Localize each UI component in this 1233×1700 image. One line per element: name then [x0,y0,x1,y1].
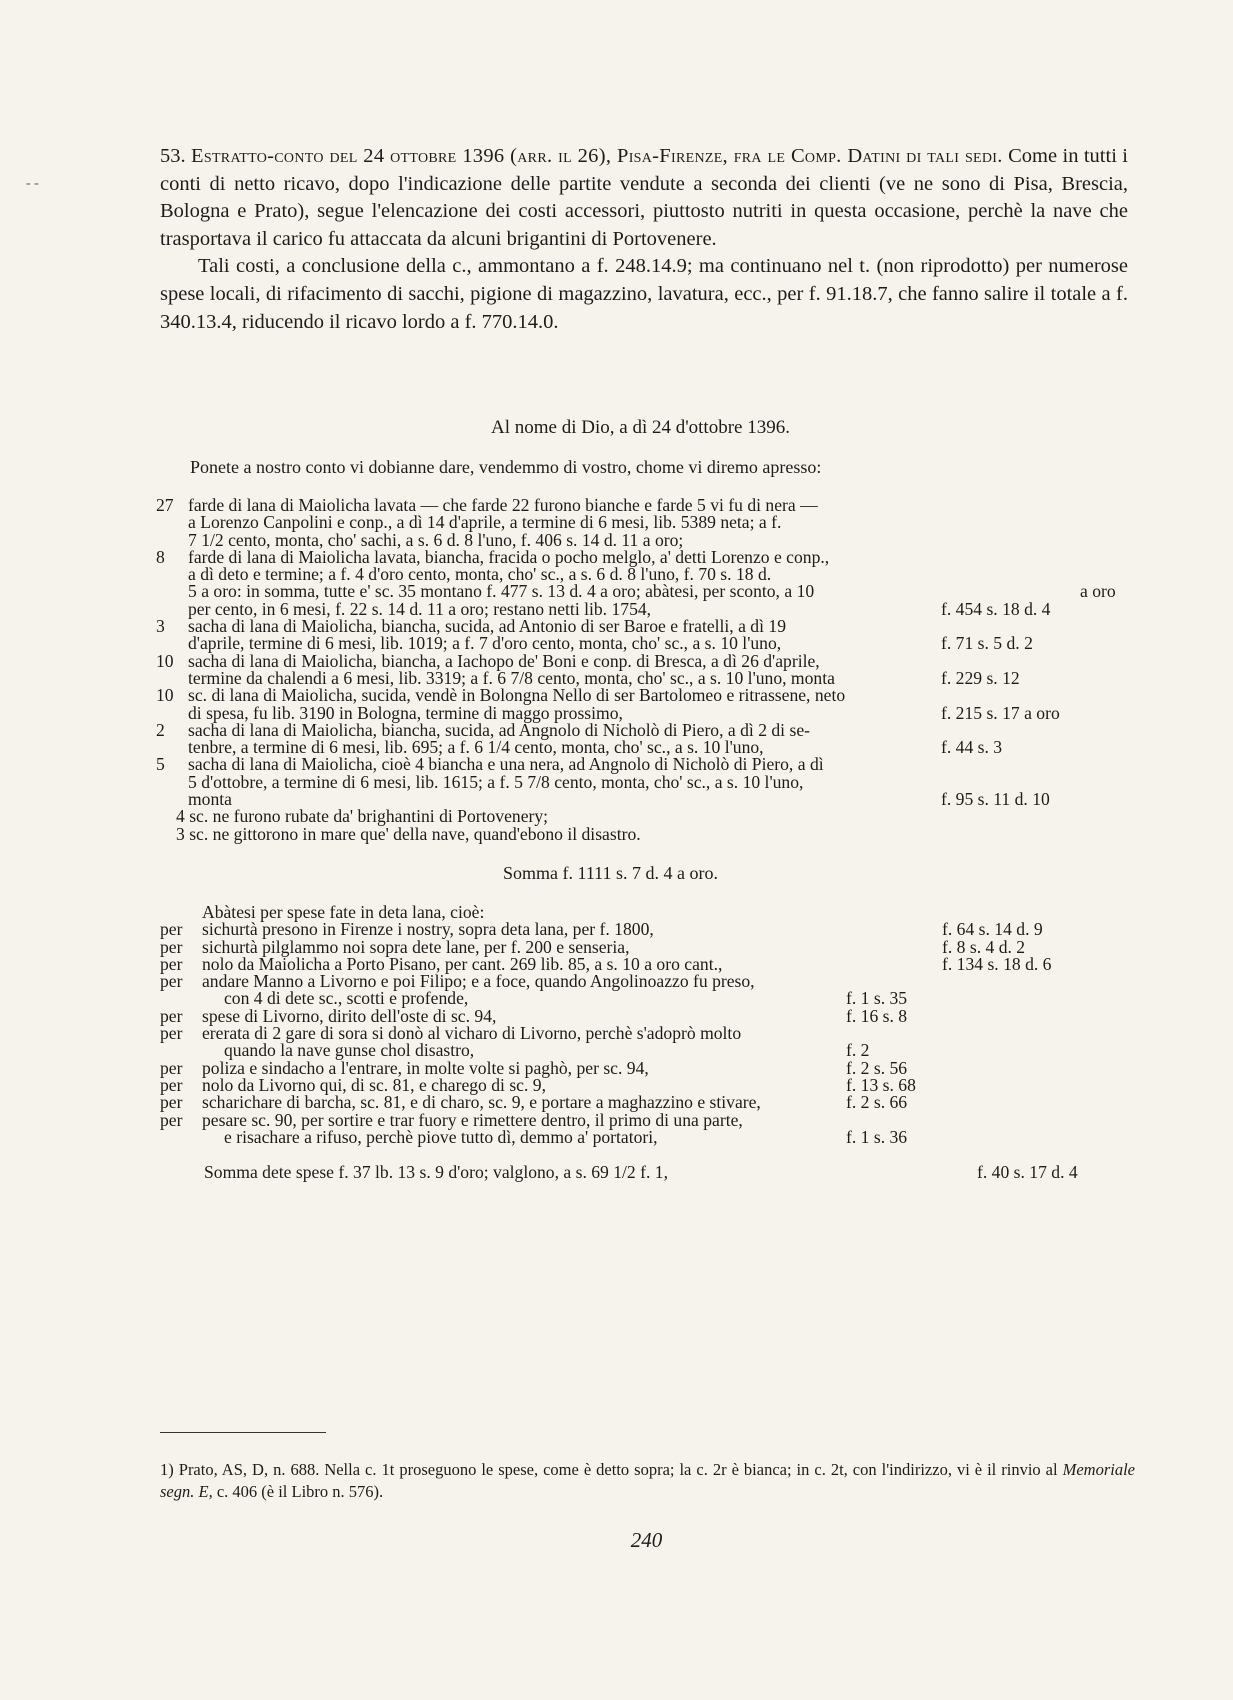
sale-description [188,618,1136,653]
expense-amount: f. 2 s. 66 [846,1092,908,1113]
expense-text: e risachare a rifuso, perchè piove tutto dì, demmo a' portatori, [224,1126,658,1147]
expense-text: scharichare di barcha, sc. 81, e di charo, sc. 9, e portare a maghazzino e stivare, [202,1092,761,1113]
document-title-text: Al nome di Dio, a dì 24 d'ottobre 1396. [491,417,790,438]
expense-text: spese di Livorno, dirito dell'oste di sc. 94, [202,1005,497,1026]
footnote-rule [160,1432,326,1433]
expense-text: pesare sc. 90, per sortire e trar fuory e rimettere dentro, il primo di una parte, [202,1109,743,1130]
sale-line: 7 1/2 cento, monta, cho' sachi, a s. 6 d. 8 l'uno, f. 406 s. 14 d. 11 a oro; [188,529,684,550]
sale-description [188,650,1136,688]
entry-heading: Estratto-conto del 24 ottobre 1396 (arr. il 26), Pisa-Firenze, fra le Comp. Datini di tali sedi. [191,145,1003,167]
expense-prefix: per [160,953,183,974]
sale-line: sacha di lana di Maiolicha, cioè 4 biancha e una nera, ad Angnolo di Nicholò di Piero, a dì [188,754,824,775]
expense-prefix: per [160,1074,183,1095]
sale-amount: f. 71 s. 5 d. 2 [941,633,1033,654]
expense-amount: f. 1 s. 36 [846,1126,908,1147]
sale-description [188,546,1136,619]
sale-amount: f. 44 s. 3 [941,737,1003,758]
expense-text: sichurtà pilglammo noi sopra dete lane, per f. 200 e senseria, [202,936,630,957]
expense-text: ererata di 2 gare di sora si donò al vicharo di Livorno, perchè s'adoprò molto [202,1023,742,1044]
sale-amount: f. 454 s. 18 d. 4 [941,598,1051,619]
page-number [0,1528,1233,1553]
expense-amount: f. 16 s. 8 [846,1005,908,1026]
expense-row [160,1126,1140,1147]
sale-quantity: 2 [156,719,165,740]
sale-line: a dì deto e termine; a f. 4 d'oro cento, monta, cho' sc., a s. 6 d. 8 l'uno, f. 70 s. 18 d. [188,564,772,585]
expense-amount: f. 2 [846,1040,870,1061]
expense-text: con 4 di dete sc., scotti e profende, [224,988,469,1009]
sale-quantity: 10 [156,650,174,671]
expense-text: sichurtà presono in Firenze i nostry, sopra deta lana, per f. 1800, [202,919,654,940]
sale-description [188,719,1136,758]
sale-amount: f. 215 s. 17 a oro [941,702,1060,723]
expense-prefix: per [160,936,183,957]
footnote-text: Prato, AS, D, n. 688. Nella c. 1t proseguono le spese, come è detto sopra; la c. 2r è bianca; in c. 2t, con l'indirizzo, vi è il rinvio al [178,1460,1058,1479]
expense-text: poliza e sindacho a l'entrare, in molte volte si paghò, per sc. 94, [202,1057,649,1078]
expense-prefix: per [160,919,183,940]
sale-line: sacha di lana di Maiolicha, biancha, sucida, ad Antonio di ser Baroe e fratelli, a dì 19 [188,616,786,637]
sale-amount: f. 95 s. 11 d. 10 [941,789,1050,810]
expense-text: nolo da Maiolicha a Porto Pisano, per cant. 269 lib. 85, a s. 10 a oro cant., [202,953,723,974]
sale-entry [156,756,1136,808]
expense-amount: f. 13 s. 68 [846,1074,916,1095]
sale-line: sacha di lana di Maiolicha, biancha, sucida, ad Angnolo di Nicholò di Piero, a dì 2 di se- [188,719,810,740]
loss-note: 4 sc. ne furono rubate da' brighantini di Portovenery; [176,806,549,827]
sale-entry [156,687,1136,722]
sale-line: farde di lana di Maiolicha lavata — che farde 22 furono bianche e farde 5 vi fu di nera — [188,495,818,515]
sale-line: sc. di lana di Maiolicha, sucida, vendè in Bolongna Nello di ser Bartolomeo e ritrassene, neto [188,685,846,706]
sales-entries [156,497,1136,843]
sale-entry [156,650,1136,688]
expense-amount: f. 8 s. 4 d. 2 [942,936,1026,957]
sale-line: monta f. 95 s. 11 d. 10 [188,791,1136,808]
sale-line: 5 d'ottobre, a termine di 6 mesi, lib. 1615; a f. 5 7/8 cento, monta, cho' sc., a s. 10 l'uno, [188,771,804,792]
page-number-text: 240 [630,1528,663,1552]
sale-line: a Lorenzo Canpolini e conp., a dì 14 d'aprile, a termine di 6 mesi, lib. 5389 neta; a f. [188,512,782,533]
expenses-list [160,921,1140,1146]
sale-line: per cento, in 6 mesi, f. 22 s. 14 d. 11 a oro; restano netti lib. 1754, f. 454 s. 18 d. 4 [188,601,1136,618]
expenses-total-text: Somma dete spese f. 37 lb. 13 s. 9 d'oro; valglono, a s. 69 1/2 f. 1, [204,1162,668,1183]
sale-line: farde di lana di Maiolicha lavata, biancha, fracida o pocho melglo, a' detti Lorenzo e conp., [188,546,830,567]
expenses-total-amount: f. 40 s. 17 d. 4 [977,1162,1078,1183]
intro-section [160,143,1128,336]
expense-amount: f. 134 s. 18 d. 6 [942,953,1052,974]
sale-line: d'aprile, termine di 6 mesi, lib. 1019; a f. 7 d'oro cento, monta, cho' sc., a s. 10 l'uno, f. 71 s. 5 d. 2 [188,635,1136,652]
expenses-section [160,904,1140,1181]
footnote [160,1459,1135,1503]
expenses-intro: Abàtesi per spese fate in deta lana, cioè: [202,902,485,922]
expense-prefix: per [160,1023,183,1044]
sale-quantity: 8 [156,546,165,567]
document-title [0,417,1233,439]
intro-body: Come in tutti i conti di netto ricavo, dopo l'indicazione delle partite vendute a seconda dei clienti (ve ne sono di Pisa, Brescia, Bologna e Prato), segue l'elencazione dei costi accessori, piuttosto nutriti in questa occasione, perchè la nave che trasportava il carico fu attaccata da alcuni brigantini di Portovenere. [160,145,1128,250]
sale-line: tenbre, a termine di 6 mesi, lib. 695; a f. 6 1/4 cento, monta, cho' sc., a s. 10 l'uno, f. 44 s. 3 [188,739,1136,756]
expenses-total-row [160,1164,1140,1181]
expense-text: nolo da Livorno qui, di sc. 81, e charego di sc. 9, [202,1074,546,1095]
sale-description [188,687,1136,722]
expense-prefix: per [160,1092,183,1113]
loss-note: 3 sc. ne gittorono in mare que' della nave, quand'ebono il disastro. [176,823,641,844]
sale-line: termine da chalendi a 6 mesi, lib. 3319; a f. 6 7/8 cento, monta, cho' sc., a s. 10 l'uno, monta f. 229 s. 12 [188,670,1136,687]
sale-entry [156,618,1136,653]
expense-prefix: per [160,1005,183,1026]
sale-line: 5 a oro: in somma, tutte e' sc. 35 montano f. 477 s. 13 d. 4 a oro; abàtesi, per sconto, a 10 a oro [188,583,1136,600]
expense-prefix: per [160,1109,183,1130]
sale-entry [156,497,1136,549]
margin-mark: - - [26,176,39,191]
sale-line: sacha di lana di Maiolicha, biancha, a Iachopo de' Boni e conp. di Bresca, a dì 26 d'aprile, [188,650,820,671]
sale-entry [156,719,1136,758]
entry-number: 53. [160,145,186,167]
footnote-marker: 1) [160,1460,174,1479]
sale-amount: f. 229 s. 12 [941,667,1020,688]
expense-text: andare Manno a Livorno e poi Filipo; e a foce, quando Angolinoazzo fu preso, [202,971,755,992]
footnote-italic: Memoriale segn. E, [160,1460,1136,1501]
intro-heading-paragraph [160,143,1128,253]
document-opening: Ponete a nostro conto vi dobianne dare, vendemmo di vostro, chome vi diremo apresso: [190,457,822,477]
expense-amount: f. 64 s. 14 d. 9 [942,919,1043,940]
intro-paragraph-2: Tali costi, a conclusione della c., ammontano a f. 248.14.9; ma continuano nel t. (non riprodotto) per numerose spese locali, di rifacimento di sacchi, pigione di magazzino, lavatura, ecc., per f. 91.18.7, che fanno salire il totale a f. 340.13.4, riducendo il ricavo lordo a f. 770.14.0. [160,255,1128,333]
sale-line: di spesa, fu lib. 3190 in Bologna, termine di maggo prossimo, f. 215 s. 17 a oro [188,705,1136,722]
sale-quantity: 3 [156,616,165,637]
expense-amount: f. 2 s. 56 [846,1057,908,1078]
expense-prefix: per [160,1057,183,1078]
somma-line: Somma f. 1111 s. 7 d. 4 a oro. [503,863,718,883]
sale-description [188,497,1136,549]
sale-quantity: 5 [156,754,165,775]
expense-amount: f. 1 s. 35 [846,988,908,1009]
sale-quantity: 27 [156,495,174,515]
sale-entry [156,546,1136,619]
expense-prefix: per [160,971,183,992]
sale-quantity: 10 [156,685,174,706]
footnote-tail: c. 406 (è il Libro n. 576). [216,1482,384,1501]
expense-text: quando la nave gunse chol disastro, [224,1040,475,1061]
sale-amount-note: a oro [1080,581,1116,602]
sale-description [188,756,1136,808]
